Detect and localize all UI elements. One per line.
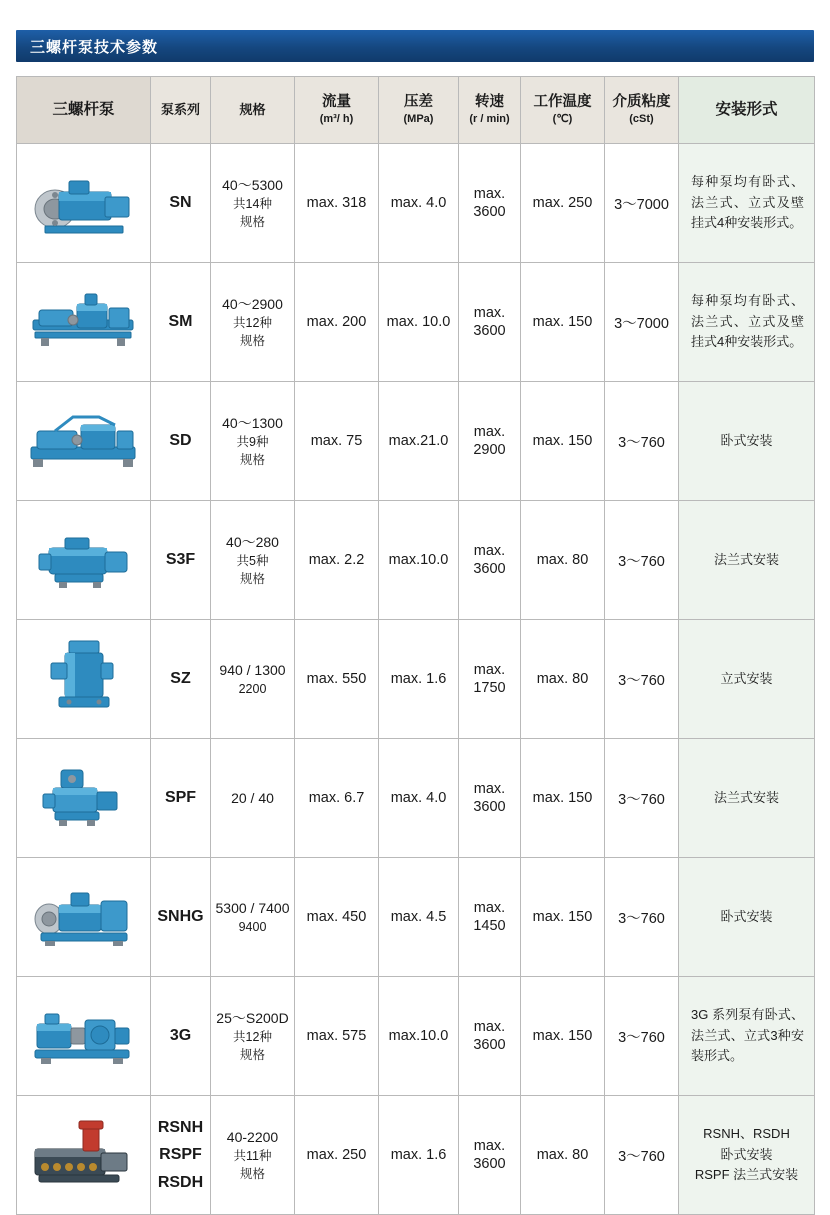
col-header-spec: 规格: [211, 77, 295, 144]
cell-installation: 3G 系列泵有卧式、法兰式、立式3种安装形式。: [679, 977, 815, 1096]
cell-spec: [211, 977, 295, 1096]
cell-speed: [459, 858, 521, 977]
pump-rsnh-icon: [17, 1096, 151, 1215]
speed-value: 3600: [473, 561, 506, 577]
spec-main: 25～S200D: [216, 1009, 289, 1026]
spec-sub-2: 规格: [239, 334, 265, 349]
pump-3g-icon: [17, 977, 151, 1096]
cell-flow: max. 550: [295, 620, 379, 739]
pump-sn-icon: [17, 144, 151, 263]
cell-series: SD: [151, 382, 211, 501]
spec-main: 40～2900: [222, 295, 283, 312]
table-row: [17, 739, 815, 858]
cell-temperature: max. 150: [521, 263, 605, 382]
col-header-flow-unit: (m³/ h): [319, 113, 354, 126]
col-header-pressure-label: 压差: [404, 94, 433, 111]
table-row: [17, 382, 815, 501]
speed-value: 3600: [473, 1037, 506, 1053]
cell-speed: [459, 501, 521, 620]
pump-rsnh-illustration: [25, 1109, 143, 1201]
cell-spec: [211, 620, 295, 739]
cell-installation: 每种泵均有卧式、法兰式、立式及壁挂式4种安装形式。: [679, 263, 815, 382]
cell-viscosity: 3～760: [605, 382, 679, 501]
cell-flow: max. 75: [295, 382, 379, 501]
speed-value: 2900: [473, 442, 506, 458]
pump-sn-illustration: [25, 157, 143, 249]
spec-sub-1: 共12种: [233, 1030, 272, 1045]
col-header-speed-unit: (r / min): [469, 113, 510, 126]
spec-sub-1: 共9种: [236, 435, 269, 450]
cell-series: S3F: [151, 501, 211, 620]
spec-main: 40～1300: [222, 414, 283, 431]
table-body: [17, 144, 815, 1215]
cell-flow: max. 450: [295, 858, 379, 977]
speed-prefix: max.: [473, 185, 506, 202]
series-line-3: RSDH: [157, 1173, 204, 1191]
cell-installation: 卧式安装: [679, 382, 815, 501]
install-line-1: RSNH、RSDH: [703, 1125, 790, 1141]
col-header-pressure-unit: (MPa): [403, 113, 434, 126]
spec-sub-1: 共14种: [233, 197, 272, 212]
spec-sub-2: 规格: [239, 572, 265, 587]
page-title: 三螺杆泵技术参数: [30, 38, 159, 56]
cell-installation: 卧式安装: [679, 858, 815, 977]
col-header-viscosity-unit: (cSt): [629, 113, 654, 126]
spec-sub-1: 9400: [238, 920, 267, 935]
speed-prefix: max.: [473, 542, 506, 559]
speed-prefix: max.: [473, 304, 506, 321]
pump-s3f-icon: [17, 501, 151, 620]
cell-temperature: max. 150: [521, 977, 605, 1096]
speed-prefix: max.: [473, 1137, 506, 1154]
cell-installation: 法兰式安装: [679, 739, 815, 858]
pump-sz-icon: [17, 620, 151, 739]
series-line-2: RSPF: [159, 1146, 202, 1164]
cell-spec: [211, 382, 295, 501]
speed-value: 1450: [473, 918, 506, 934]
cell-pressure: max. 1.6: [379, 1096, 459, 1215]
spec-table: [16, 76, 815, 1215]
table-row: [17, 977, 815, 1096]
col-header-temperature: [521, 77, 605, 144]
speed-value: 3600: [473, 1156, 506, 1172]
cell-flow: max. 2.2: [295, 501, 379, 620]
cell-flow: max. 318: [295, 144, 379, 263]
spec-sub-2: 规格: [239, 1167, 265, 1182]
col-header-viscosity-label: 介质粘度: [612, 94, 671, 111]
pump-snhg-icon: [17, 858, 151, 977]
table-row: [17, 1096, 815, 1215]
cell-flow: max. 575: [295, 977, 379, 1096]
table-row: [17, 858, 815, 977]
spec-sub-1: 2200: [238, 682, 267, 697]
cell-pressure: max. 1.6: [379, 620, 459, 739]
pump-snhg-illustration: [25, 871, 143, 963]
col-header-series: 泵系列: [151, 77, 211, 144]
cell-speed: [459, 739, 521, 858]
cell-temperature: max. 150: [521, 739, 605, 858]
cell-flow: max. 6.7: [295, 739, 379, 858]
cell-speed: [459, 620, 521, 739]
speed-value: 3600: [473, 799, 506, 815]
cell-spec: [211, 739, 295, 858]
cell-series: SZ: [151, 620, 211, 739]
col-header-speed-label: 转速: [475, 94, 504, 111]
pump-spf-icon: [17, 739, 151, 858]
cell-series: SPF: [151, 739, 211, 858]
table-header: [17, 77, 815, 144]
cell-speed: [459, 382, 521, 501]
page-title-bar: [16, 30, 814, 62]
table-row: [17, 620, 815, 739]
cell-temperature: max. 150: [521, 382, 605, 501]
speed-value: 3600: [473, 323, 506, 339]
cell-viscosity: 3～760: [605, 620, 679, 739]
speed-prefix: max.: [473, 1018, 506, 1035]
cell-viscosity: 3～760: [605, 1096, 679, 1215]
pump-sd-illustration: [25, 395, 143, 487]
col-header-flow: [295, 77, 379, 144]
cell-pressure: max. 4.0: [379, 144, 459, 263]
cell-series: [151, 1096, 211, 1215]
cell-viscosity: 3～760: [605, 739, 679, 858]
table-header-row: [17, 77, 815, 144]
cell-installation: 法兰式安装: [679, 501, 815, 620]
cell-flow: max. 200: [295, 263, 379, 382]
cell-installation: [679, 1096, 815, 1215]
pump-sd-icon: [17, 382, 151, 501]
col-header-temperature-label: 工作温度: [533, 94, 592, 111]
cell-pressure: max.10.0: [379, 501, 459, 620]
install-line-2: 卧式安装: [720, 1146, 773, 1162]
cell-pressure: max. 10.0: [379, 263, 459, 382]
table-row: [17, 501, 815, 620]
cell-viscosity: 3～7000: [605, 263, 679, 382]
cell-series: SNHG: [151, 858, 211, 977]
col-header-pump: 三螺杆泵: [17, 77, 151, 144]
cell-temperature: max. 80: [521, 620, 605, 739]
pump-spf-illustration: [25, 752, 143, 844]
col-header-flow-label: 流量: [322, 94, 351, 111]
cell-spec: [211, 263, 295, 382]
cell-series: SM: [151, 263, 211, 382]
cell-viscosity: 3～760: [605, 501, 679, 620]
table-row: [17, 144, 815, 263]
cell-viscosity: 3～760: [605, 858, 679, 977]
spec-sub-2: 规格: [239, 453, 265, 468]
spec-sub-2: 规格: [239, 215, 265, 230]
cell-viscosity: 3～7000: [605, 144, 679, 263]
cell-spec: [211, 1096, 295, 1215]
spec-main: 40-2200: [226, 1128, 279, 1145]
table-row: [17, 263, 815, 382]
series-line-1: RSNH: [157, 1119, 204, 1137]
spec-main: 20 / 40: [231, 789, 274, 806]
cell-viscosity: 3～760: [605, 977, 679, 1096]
speed-value: 1750: [473, 680, 506, 696]
cell-speed: [459, 263, 521, 382]
cell-speed: [459, 977, 521, 1096]
spec-main: 5300 / 7400: [215, 899, 290, 916]
spec-main: 40～5300: [222, 176, 283, 193]
speed-value: 3600: [473, 204, 506, 220]
cell-temperature: max. 80: [521, 1096, 605, 1215]
cell-pressure: max.10.0: [379, 977, 459, 1096]
cell-flow: max. 250: [295, 1096, 379, 1215]
spec-sub-1: 共12种: [233, 316, 272, 331]
col-header-speed: [459, 77, 521, 144]
cell-temperature: max. 150: [521, 858, 605, 977]
cell-pressure: max.21.0: [379, 382, 459, 501]
spec-sub-2: 规格: [239, 1048, 265, 1063]
cell-speed: [459, 1096, 521, 1215]
cell-pressure: max. 4.0: [379, 739, 459, 858]
spec-main: 40～280: [226, 533, 279, 550]
speed-prefix: max.: [473, 661, 506, 678]
cell-spec: [211, 858, 295, 977]
spec-sub-1: 共5种: [236, 554, 269, 569]
cell-pressure: max. 4.5: [379, 858, 459, 977]
spec-sub-1: 共11种: [233, 1149, 272, 1164]
col-header-installation: 安装形式: [679, 77, 815, 144]
cell-installation: 立式安装: [679, 620, 815, 739]
col-header-viscosity: [605, 77, 679, 144]
pump-3g-illustration: [25, 990, 143, 1082]
cell-temperature: max. 80: [521, 501, 605, 620]
cell-temperature: max. 250: [521, 144, 605, 263]
pump-sm-illustration: [25, 276, 143, 368]
col-header-pressure: [379, 77, 459, 144]
pump-sm-icon: [17, 263, 151, 382]
cell-installation: 每种泵均有卧式、法兰式、立式及壁挂式4种安装形式。: [679, 144, 815, 263]
cell-speed: [459, 144, 521, 263]
cell-spec: [211, 501, 295, 620]
pump-sz-illustration: [25, 633, 143, 725]
speed-prefix: max.: [473, 423, 506, 440]
cell-series: 3G: [151, 977, 211, 1096]
col-header-temperature-unit: (℃): [552, 113, 573, 126]
pump-s3f-illustration: [25, 514, 143, 606]
speed-prefix: max.: [473, 899, 506, 916]
spec-main: 940 / 1300: [219, 661, 286, 678]
cell-series: SN: [151, 144, 211, 263]
install-line-3: RSPF 法兰式安装: [694, 1167, 799, 1183]
cell-spec: [211, 144, 295, 263]
speed-prefix: max.: [473, 780, 506, 797]
